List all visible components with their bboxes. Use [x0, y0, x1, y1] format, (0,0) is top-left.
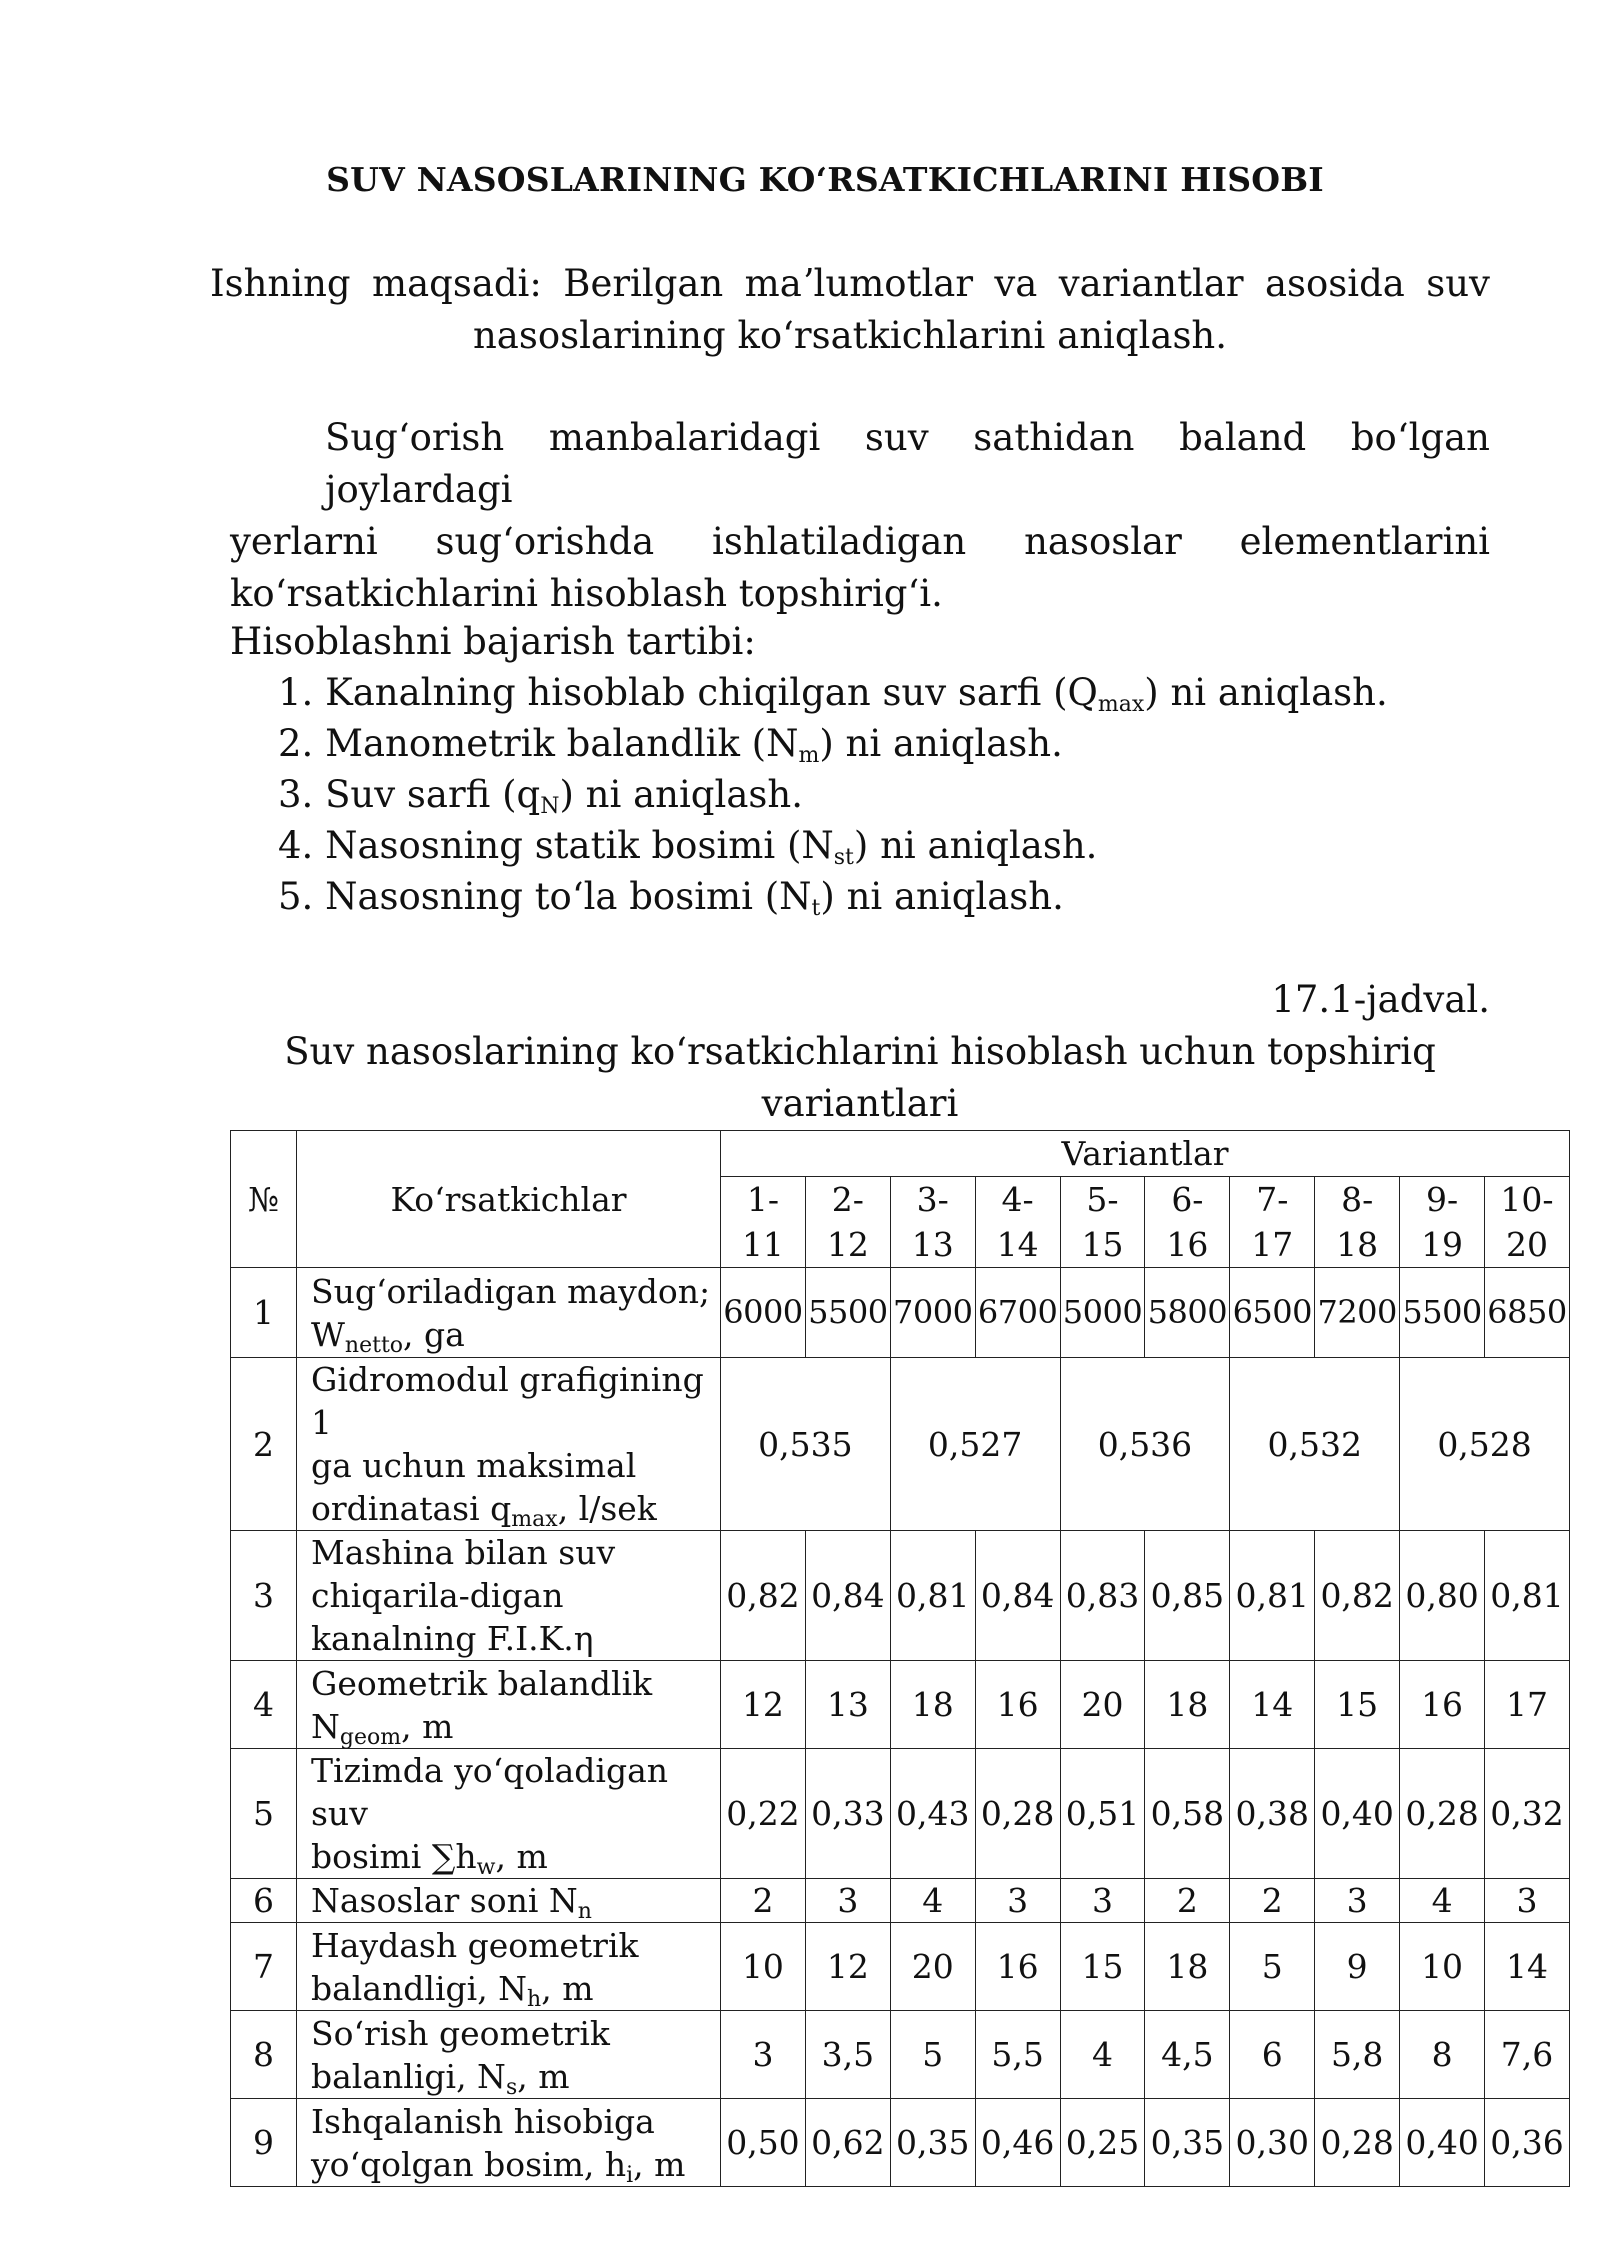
row-indicator-label [297, 1923, 721, 2011]
value-cell: 0,81 [1485, 1531, 1570, 1661]
procedure-section [230, 616, 1490, 922]
variant-header-top: 3- [916, 1180, 949, 1219]
step-text: 5. Nasosning toʻla bosimi (N [278, 875, 812, 918]
row-indicator-label [297, 1749, 721, 1879]
value-cell: 0,28 [1315, 2099, 1400, 2187]
step-text: 2. Manometrik balandlik (N [278, 722, 799, 765]
label-text: balanligi, N [311, 2056, 506, 2096]
variant-header-cell [1230, 1177, 1315, 1268]
variant-header-bottom: 16 [1166, 1225, 1209, 1264]
value-cell: 16 [975, 1923, 1060, 2011]
row-number: 9 [231, 2099, 297, 2187]
label-text: , m [495, 1837, 548, 1876]
value-cell: 0,84 [975, 1531, 1060, 1661]
variant-header-top: 2- [831, 1180, 864, 1219]
step-subscript: st [833, 845, 854, 870]
value-cell: 18 [890, 1661, 975, 1749]
caption-line-2: variantlari [761, 1082, 959, 1125]
table-row [231, 1749, 1570, 1879]
step-text: ) ni aniqlash. [1144, 671, 1388, 714]
step-text: ) ni aniqlash. [819, 722, 1063, 765]
value-cell: 0,40 [1315, 1749, 1400, 1879]
header-indicators: Koʻrsatkichlar [297, 1131, 721, 1268]
row-indicator-label [297, 1531, 721, 1661]
table-row [231, 1358, 1570, 1531]
variant-header-bottom: 19 [1421, 1225, 1464, 1264]
table-row [231, 2011, 1570, 2099]
value-cell: 7,6 [1485, 2011, 1570, 2099]
variant-header-cell [805, 1177, 890, 1268]
merged-value-cell: 0,535 [721, 1358, 891, 1531]
table-number: 17.1-jadval. [1271, 978, 1490, 1021]
label-text: Haydash geometrik [311, 1925, 639, 1965]
value-cell: 2 [1145, 1879, 1230, 1923]
purpose-word: variantlar [1058, 262, 1244, 305]
row-number: 3 [231, 1531, 297, 1661]
variant-header-bottom: 18 [1336, 1225, 1379, 1264]
value-cell: 13 [805, 1661, 890, 1749]
variant-header-bottom: 12 [826, 1225, 869, 1264]
variant-header-cell [1315, 1177, 1400, 1268]
step-subscript: m [798, 743, 820, 768]
label-text: , m [517, 2056, 570, 2096]
purpose-word: maqsadi: [372, 262, 542, 305]
task-line-1: Sugʻorish manbalaridagi suv sathidan baland boʻlgan joylardagi [325, 416, 1490, 511]
label-text: , m [541, 1968, 594, 2008]
merged-value-cell: 0,536 [1060, 1358, 1230, 1531]
variant-header-cell [1485, 1177, 1570, 1268]
caption-line-1: Suv nasoslarining koʻrsatkichlarini hisoblash uchun topshiriq [284, 1030, 1436, 1073]
value-cell: 5500 [1400, 1268, 1485, 1358]
value-cell: 2 [721, 1879, 806, 1923]
value-cell: 0,36 [1485, 2099, 1570, 2187]
value-cell: 0,51 [1060, 1749, 1145, 1879]
variant-header-bottom: 13 [911, 1225, 954, 1264]
value-cell: 12 [805, 1923, 890, 2011]
value-cell: 16 [975, 1661, 1060, 1749]
value-cell: 3 [805, 1879, 890, 1923]
header-number: № [231, 1131, 297, 1268]
purpose-word: Berilgan [563, 262, 724, 305]
table-row [231, 1268, 1570, 1358]
row-indicator-label [297, 1268, 721, 1358]
label-text: Geometrik balandlik [311, 1663, 653, 1703]
task-line-3: koʻrsatkichlarini hisoblash topshirigʻi. [230, 572, 943, 615]
value-cell: 10 [1400, 1923, 1485, 2011]
row-number: 4 [231, 1661, 297, 1749]
label-text: , l/sek [557, 1489, 657, 1528]
header-variants: Variantlar [721, 1131, 1570, 1177]
value-cell: 12 [721, 1661, 806, 1749]
step-text: ) ni aniqlash. [820, 875, 1064, 918]
purpose-word: suv [1426, 262, 1490, 305]
variant-header-bottom: 15 [1081, 1225, 1124, 1264]
variant-header-top: 4- [1001, 1180, 1034, 1219]
variant-header-cell [890, 1177, 975, 1268]
value-cell: 5800 [1145, 1268, 1230, 1358]
variant-header-cell [1400, 1177, 1485, 1268]
procedure-step [278, 718, 1490, 769]
value-cell: 14 [1230, 1661, 1315, 1749]
step-text: 1. Kanalning hisoblab chiqilgan suv sarfi (Q [278, 671, 1098, 714]
row-indicator-label [297, 1358, 721, 1531]
row-number: 7 [231, 1923, 297, 2011]
value-cell: 6 [1230, 2011, 1315, 2099]
variant-header-cell [721, 1177, 806, 1268]
variant-header-bottom: 11 [741, 1225, 784, 1264]
value-cell: 3 [1485, 1879, 1570, 1923]
variant-header-top: 7- [1256, 1180, 1289, 1219]
table-row [231, 1531, 1570, 1661]
variant-header-top: 9- [1425, 1180, 1459, 1219]
value-cell: 7200 [1315, 1268, 1400, 1358]
label-subscript: i [626, 2162, 634, 2188]
variant-header-cell [1145, 1177, 1230, 1268]
value-cell: 4 [1060, 2011, 1145, 2099]
value-cell: 0,40 [1400, 2099, 1485, 2187]
label-subscript: s [505, 2074, 518, 2100]
label-subscript: netto [344, 1332, 404, 1358]
label-text: Soʻrish geometrik [311, 2013, 610, 2053]
value-cell: 3 [721, 2011, 806, 2099]
variant-header-bottom: 17 [1251, 1225, 1294, 1264]
value-cell: 6000 [721, 1268, 806, 1358]
table-row [231, 1923, 1570, 2011]
label-text: Tizimda yoʻqoladigan suv [311, 1751, 669, 1833]
task-line-2: yerlarni sugʻorishda ishlatiladigan nasoslar elementlarini [230, 520, 1490, 563]
label-text: chiqarila-digan [311, 1576, 564, 1615]
value-cell: 14 [1485, 1923, 1570, 2011]
variant-header-cell [975, 1177, 1060, 1268]
step-subscript: N [540, 794, 560, 819]
value-cell: 2 [1230, 1879, 1315, 1923]
row-indicator-label [297, 2099, 721, 2187]
row-number: 6 [231, 1879, 297, 1923]
value-cell: 0,46 [975, 2099, 1060, 2187]
procedure-list [230, 667, 1490, 922]
merged-value-cell: 0,528 [1400, 1358, 1570, 1531]
label-text: ordinatasi q [311, 1489, 512, 1528]
value-cell: 4,5 [1145, 2011, 1230, 2099]
value-cell: 0,81 [890, 1531, 975, 1661]
value-cell: 0,50 [721, 2099, 806, 2187]
value-cell: 0,35 [1145, 2099, 1230, 2187]
variant-header-cell [1060, 1177, 1145, 1268]
task-paragraph [230, 412, 1490, 620]
value-cell: 0,43 [890, 1749, 975, 1879]
value-cell: 0,80 [1400, 1531, 1485, 1661]
value-cell: 8 [1400, 2011, 1485, 2099]
variants-table [230, 1130, 1570, 2187]
label-text: Mashina bilan suv [311, 1533, 616, 1572]
value-cell: 5500 [805, 1268, 890, 1358]
value-cell: 15 [1060, 1923, 1145, 2011]
value-cell: 7000 [890, 1268, 975, 1358]
procedure-step [278, 820, 1490, 871]
purpose-word: maʼlumotlar [744, 262, 974, 305]
value-cell: 0,58 [1145, 1749, 1230, 1879]
label-subscript: max [511, 1507, 558, 1532]
label-subscript: h [527, 1986, 542, 2012]
label-text: kanalning F.I.K.η [311, 1619, 594, 1658]
variant-header-top: 6- [1171, 1180, 1204, 1219]
label-text: Ishqalanish hisobiga [311, 2101, 655, 2141]
value-cell: 17 [1485, 1661, 1570, 1749]
label-text: yoʻqolgan bosim, h [311, 2144, 627, 2184]
table-row [231, 1661, 1570, 1749]
label-text: Gidromodul grafigining 1 [311, 1360, 704, 1442]
value-cell: 5 [1230, 1923, 1315, 2011]
value-cell: 0,32 [1485, 1749, 1570, 1879]
value-cell: 5000 [1060, 1268, 1145, 1358]
variant-header-bottom: 20 [1506, 1225, 1548, 1264]
table-header-row [231, 1131, 1570, 1177]
value-cell: 9 [1315, 1923, 1400, 2011]
variant-header-top: 8- [1341, 1180, 1374, 1219]
purpose-paragraph [210, 258, 1490, 362]
value-cell: 5,8 [1315, 2011, 1400, 2099]
value-cell: 6850 [1485, 1268, 1570, 1358]
row-number: 2 [231, 1358, 297, 1531]
step-subscript: t [811, 896, 821, 921]
value-cell: 20 [890, 1923, 975, 2011]
value-cell: 0,25 [1060, 2099, 1145, 2187]
value-cell: 0,33 [805, 1749, 890, 1879]
value-cell: 4 [890, 1879, 975, 1923]
value-cell: 0,22 [721, 1749, 806, 1879]
label-subscript: w [476, 1855, 496, 1880]
label-subscript: n [577, 1899, 592, 1924]
label-text: , m [401, 1706, 454, 1746]
value-cell: 0,81 [1230, 1531, 1315, 1661]
table-row [231, 1879, 1570, 1923]
value-cell: 18 [1145, 1661, 1230, 1749]
variant-header-top: 10- [1500, 1180, 1554, 1219]
label-text: N [311, 1706, 340, 1746]
variant-header-top: 1- [746, 1180, 780, 1219]
merged-value-cell: 0,527 [890, 1358, 1060, 1531]
table-row [231, 2099, 1570, 2187]
value-cell: 20 [1060, 1661, 1145, 1749]
step-text: 4. Nasosning statik bosimi (N [278, 824, 834, 867]
value-cell: 6700 [975, 1268, 1060, 1358]
purpose-word: va [994, 262, 1038, 305]
procedure-step [278, 769, 1490, 820]
value-cell: 0,85 [1145, 1531, 1230, 1661]
procedure-step [278, 667, 1490, 718]
purpose-word: asosida [1264, 262, 1405, 305]
value-cell: 18 [1145, 1923, 1230, 2011]
label-text: W [311, 1314, 345, 1354]
label-text: , m [633, 2144, 686, 2184]
row-number: 1 [231, 1268, 297, 1358]
value-cell: 0,35 [890, 2099, 975, 2187]
row-indicator-label [297, 1661, 721, 1749]
label-text: bosimi ∑h [311, 1837, 477, 1876]
purpose-line-2: nasoslarining koʻrsatkichlarini aniqlash. [472, 314, 1228, 357]
value-cell: 6500 [1230, 1268, 1315, 1358]
variant-header-bottom: 14 [996, 1225, 1039, 1264]
value-cell: 0,82 [1315, 1531, 1400, 1661]
label-text: balandligi, N [311, 1968, 528, 2008]
value-cell: 0,84 [805, 1531, 890, 1661]
value-cell: 15 [1315, 1661, 1400, 1749]
step-subscript: max [1097, 692, 1145, 717]
row-indicator-label [297, 2011, 721, 2099]
step-text: ) ni aniqlash. [559, 773, 803, 816]
value-cell: 3,5 [805, 2011, 890, 2099]
row-number: 8 [231, 2011, 297, 2099]
document-title: SUV NASOSLARINING KOʻRSATKICHLARINI HISOBI [326, 160, 1324, 199]
procedure-heading: Hisoblashni bajarish tartibi: [230, 620, 756, 663]
value-cell: 5,5 [975, 2011, 1060, 2099]
value-cell: 3 [1060, 1879, 1145, 1923]
label-text: Sugʻoriladigan maydon; [311, 1271, 711, 1311]
value-cell: 0,38 [1230, 1749, 1315, 1879]
value-cell: 0,28 [975, 1749, 1060, 1879]
value-cell: 5 [890, 2011, 975, 2099]
procedure-step [278, 871, 1490, 922]
value-cell: 10 [721, 1923, 806, 2011]
value-cell: 0,82 [721, 1531, 806, 1661]
step-text: ) ni aniqlash. [853, 824, 1098, 867]
value-cell: 0,62 [805, 2099, 890, 2187]
label-text: ga uchun maksimal [311, 1446, 637, 1485]
value-cell: 0,83 [1060, 1531, 1145, 1661]
value-cell: 0,30 [1230, 2099, 1315, 2187]
step-text: 3. Suv sarfi (q [278, 773, 541, 816]
value-cell: 16 [1400, 1661, 1485, 1749]
purpose-line-1 [210, 258, 1490, 310]
variant-header-top: 5- [1086, 1180, 1119, 1219]
merged-value-cell: 0,532 [1230, 1358, 1400, 1531]
value-cell: 3 [1315, 1879, 1400, 1923]
value-cell: 4 [1400, 1879, 1485, 1923]
row-number: 5 [231, 1749, 297, 1879]
table-caption [230, 1026, 1490, 1130]
value-cell: 0,28 [1400, 1749, 1485, 1879]
label-text: , ga [403, 1314, 465, 1354]
value-cell: 3 [975, 1879, 1060, 1923]
label-subscript: geom [339, 1724, 402, 1750]
row-indicator-label [297, 1879, 721, 1923]
label-text: Nasoslar soni N [311, 1881, 578, 1920]
purpose-word: Ishning [210, 262, 351, 305]
